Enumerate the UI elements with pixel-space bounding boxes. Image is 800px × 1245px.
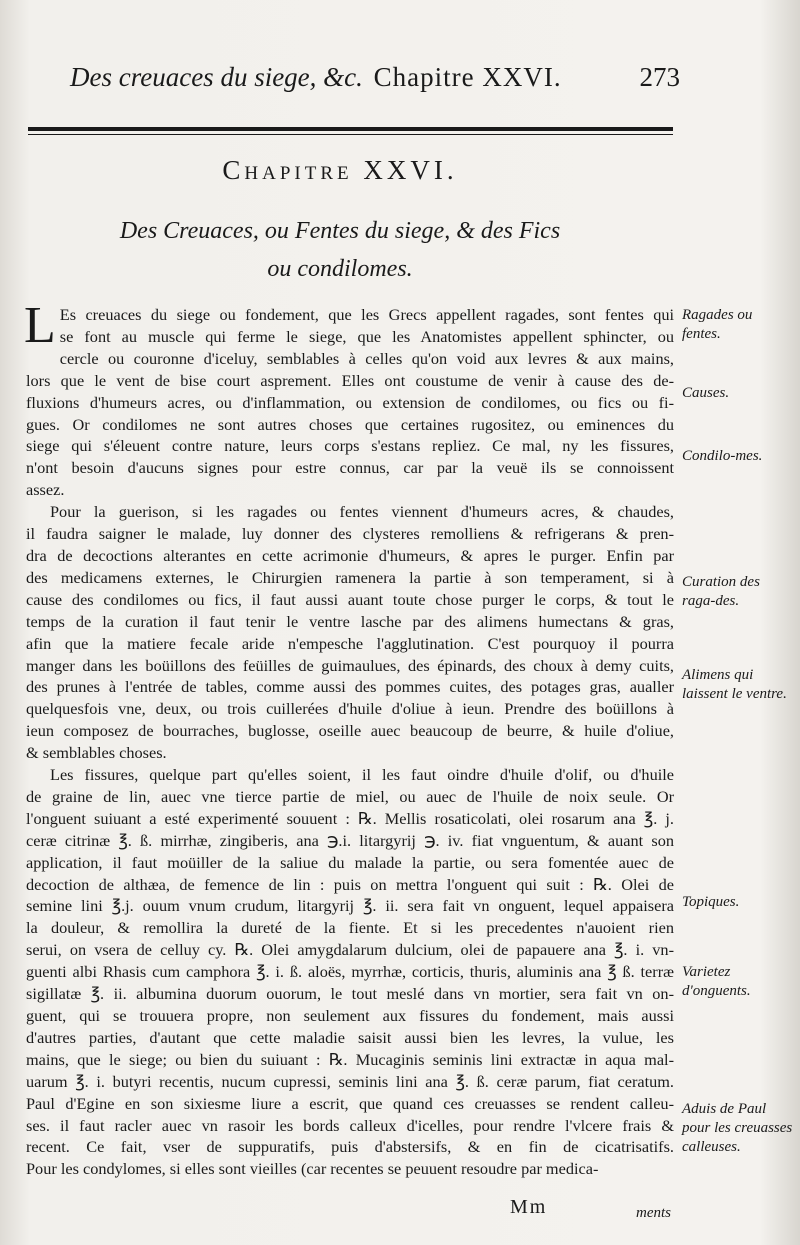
- text-line: ses. il faut racler auec vn rasoir les bords calleux d'icelles, pour rendre l'vlcere frais &: [26, 1115, 674, 1135]
- margin-note: Condilo-mes.: [682, 448, 763, 464]
- header-rule-thin: [28, 134, 673, 135]
- text-line: ieun composez de bourraches, buglosse, oseille auec beaucoup de beurre, & huile d'oliue,: [26, 721, 674, 741]
- text-line: semine lini ℥.j. ouum vnum crudum, litargyrij ℥. ii. sera fait vn onguent, lequel appaisera: [26, 896, 674, 916]
- text-line: Les fissures, quelque part qu'elles soient, il les faut oindre d'huile d'olif, ou d'huile: [50, 765, 674, 785]
- text-line: manger dans les boüillons des feüilles de guimaulues, des épinards, des choux à demy cuits,: [26, 655, 674, 675]
- text-line: gues. Or condilomes ne sont autres choses que certaines rugositez, ou eminences du: [26, 414, 674, 434]
- running-head-title: Des creuaces du siege, &c.: [70, 62, 363, 92]
- text-line: assez.: [26, 480, 65, 500]
- text-line: quelquesfois vne, deux, ou trois cuillerées d'huile d'oliue à ieun. Prendre des boüillons à: [26, 699, 674, 719]
- text-line: Pour les condylomes, si elles sont vieilles (car recentes se peuuent resoudre par medica-: [26, 1159, 599, 1179]
- text-line: fluxions d'humeurs acres, ou d'inflammation, ou extension de condilomes, ou fics ou fi-: [26, 392, 674, 412]
- text-line: recent. Ce fait, vser de suppuratifs, puis d'abstersifs, & en fin de cicatrisatifs.: [26, 1137, 674, 1157]
- margin-note: Causes.: [682, 385, 730, 401]
- text-line: cause des condilomes ou fics, il faut aussi auant toute chose purger le corps, & tout le: [26, 589, 674, 609]
- catchword: ments: [636, 1205, 671, 1221]
- text-line: Paul d'Egine en son sixiesme liure a escrit, que quand ces creuasses se rendent calleu-: [26, 1093, 674, 1113]
- margin-note: Varietez d'onguents.: [682, 964, 751, 999]
- margin-note: Aduis de Paul pour les creuasses calleuses.: [682, 1101, 793, 1155]
- text-line: ceræ citrinæ ℥. ß. mirrhæ, zingiberis, ana ℈.i. litargyrij ℈. iv. fiat vnguentum, & auant son: [26, 830, 674, 850]
- text-line: Pour la guerison, si les ragades ou fentes viennent d'humeurs acres, & chaudes,: [50, 502, 674, 522]
- text-line: se font au muscle qui ferme le siege, que les Anatomistes appellent sphincter, ou: [59, 326, 674, 346]
- text-line: d'autres parties, d'autant que cette maladie saisit aussi bien les levres, la vulue, les: [26, 1027, 674, 1047]
- text-line: de graine de lin, auec vne tierce partie de miel, ou auec de l'huile de noix seule. Or: [26, 786, 674, 806]
- margin-note: Curation des raga-des.: [682, 574, 760, 609]
- text-line: application, il faut moüiller de la saliue du malade la partie, ou sera fomentée auec de: [26, 852, 674, 872]
- header-rule: [28, 127, 673, 131]
- text-line: mains, que le siege; ou bien du suiuant : ℞. Mucaginis seminis lini extractæ in aqua mal-: [26, 1049, 674, 1069]
- text-line: Es creuaces du siege ou fondement, que les Grecs appellent ragades, sont fentes qui: [59, 305, 674, 324]
- body-text: [24, 297, 674, 1180]
- subtitle-line-2: ou condilomes.: [267, 256, 413, 282]
- running-head-chapter: Chapitre XXVI.: [373, 62, 562, 92]
- text-line: uarum ℥. i. butyri recentis, nucum cupressi, seminis lini ana ℥. ß. ceræ parum, fiat ceratum.: [26, 1071, 674, 1091]
- text-line: guenti albi Rhasis cum camphora ℥. i. ß. aloës, myrrhæ, corticis, thuris, aluminis ana ℥ ß. terræ: [26, 962, 674, 982]
- text-line: dra de decoctions alterantes en cette acrimonie d'humeurs, & apres le purger. Enfin par: [26, 545, 674, 565]
- text-line: des medicamens externes, le Chirurgien ramenera la partie à son temperament, si à: [26, 567, 674, 587]
- text-line: sigillatæ ℥. ii. albumina duorum ouorum, le tout meslé dans vn mortier, sera fait vn on-: [26, 984, 674, 1004]
- text-line: il faudra saigner le malade, luy donner des clysteres remolliens & refrigerans & pren-: [26, 524, 674, 544]
- text-line: decoction de althæa, de femence de lin : puis on mettra l'onguent qui suit : ℞. Olei de: [26, 874, 674, 894]
- subtitle-line-1: Des Creuaces, ou Fentes du siege, & des Fics: [119, 218, 561, 244]
- margin-note: Alimens qui laissent le ventre.: [682, 667, 787, 702]
- text-line: l'onguent suiuant a esté experimenté souuent : ℞. Mellis rosaticolati, olei rosarum ana ℥. j.: [26, 808, 674, 828]
- running-head: [70, 62, 680, 102]
- text-line: guent, qui se trouuera propre, non seulement aux fissures du fondement, mais aussi: [26, 1006, 674, 1025]
- text-line: lors que le vent de bise court asprement. Elles ont coustume de venir à cause des de-: [26, 370, 674, 390]
- text-line: serui, on vsera de celluy cy. ℞. Olei amygdalarum dulcium, olei de papauere ana ℥. i. vn-: [26, 940, 674, 960]
- chapter-heading: Chapitre XXVI.: [222, 155, 458, 185]
- drop-cap: L: [24, 297, 56, 354]
- page-number: 273: [639, 62, 680, 92]
- margin-note: Topiques.: [682, 894, 740, 910]
- signature-mark: Mm: [510, 1196, 548, 1218]
- text-line: siege qui s'éleuent contre nature, leurs corps s'estans repliez. Ce mal, ny les fissures,: [26, 436, 674, 456]
- text-line: & semblables choses.: [26, 743, 167, 763]
- text-line: la douleur, & remollira la dureté de la fiente. Et si les precedentes n'auoient rien: [26, 918, 674, 938]
- text-line: des prunes à l'entrée de tables, comme aussi des pommes cuites, des potages gras, aualler: [26, 677, 674, 697]
- text-line: temps de la curation il faut tenir le ventre lasche par des alimens humectans & gras,: [26, 611, 674, 631]
- margin-note: Ragades ou fentes.: [682, 307, 753, 342]
- chapter-subtitle: [40, 212, 640, 288]
- text-line: afin que la matiere fecale aride n'empesche l'agglutination. C'est pourquoy il pourra: [26, 633, 674, 653]
- text-line: cercle ou couronne d'iceluy, semblables à celles qu'on void aux levres & aux mains,: [59, 348, 674, 368]
- text-line: n'ont besoin d'aucuns signes pour estre connus, car par la veuë ils se connoissent: [26, 458, 674, 478]
